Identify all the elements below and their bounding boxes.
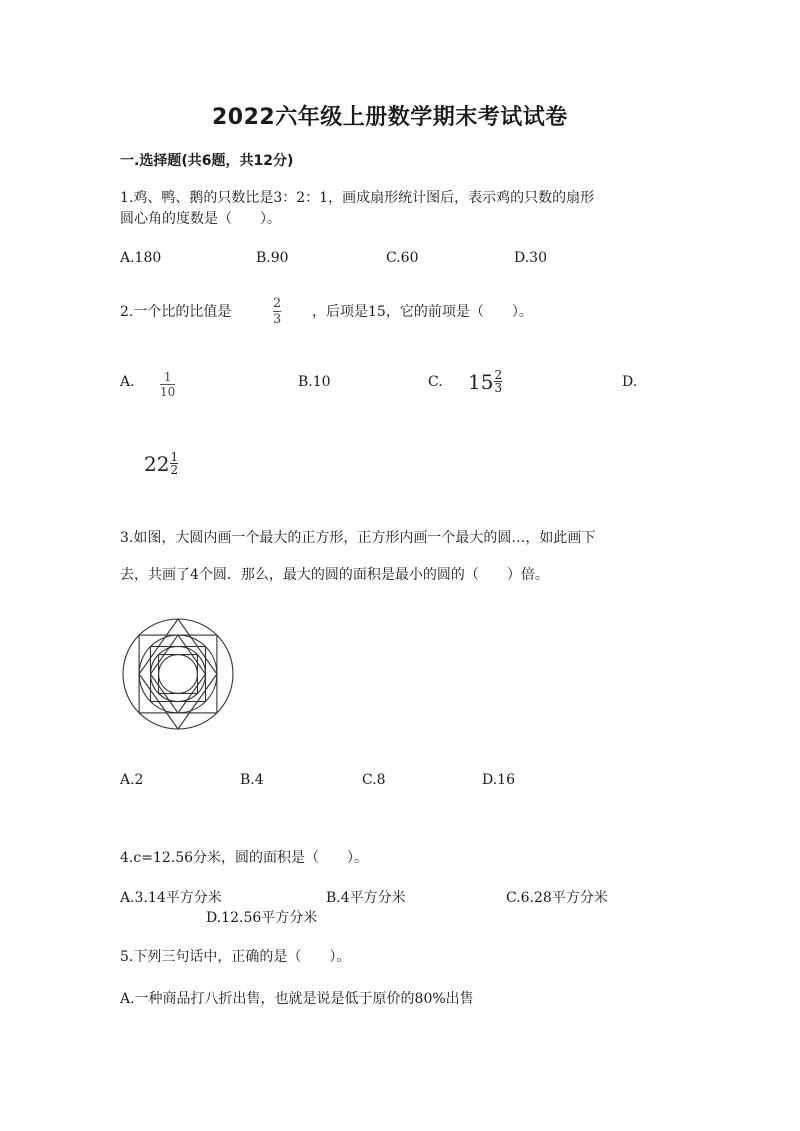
q2-option-d-mixed-number (144, 451, 178, 476)
q2-option-d-label: D. (622, 374, 638, 390)
q3-option-c: C.8 (362, 772, 386, 788)
q3-option-d: D.16 (482, 772, 515, 788)
q1-option-b: B.90 (256, 250, 289, 266)
nested-circles-squares-figure (120, 616, 236, 732)
fraction-numerator: 2 (273, 296, 282, 311)
q3-option-a: A.2 (120, 772, 144, 788)
q2-option-c-mixed-number (468, 369, 502, 394)
q1-option-d: D.30 (514, 250, 547, 266)
q3-option-b: B.4 (240, 772, 264, 788)
fraction-numerator: 2 (494, 368, 503, 382)
fraction-denominator: 2 (170, 463, 179, 477)
q2-option-b: B.10 (298, 374, 331, 390)
q2-option-a-fraction (160, 370, 175, 399)
q2-option-a-label: A. (120, 374, 135, 390)
section-heading: 一.选择题(共6题，共12分) (120, 153, 294, 169)
question-1-line-2: 圆心角的度数是（ ）。 (120, 211, 281, 227)
mixed-whole: 22 (144, 451, 170, 476)
q4-option-c: C.6.28平方分米 (506, 890, 608, 906)
fraction-denominator: 10 (160, 385, 176, 399)
q1-option-a: A.180 (120, 250, 162, 266)
question-3-line-1: 3.如图，大圆内画一个最大的正方形，正方形内画一个最大的圆…，如此画下 (120, 530, 596, 546)
q4-option-b: B.4平方分米 (326, 890, 406, 906)
question-2-before: 2.一个比的比值是 (120, 304, 232, 320)
page-title: 2022六年级上册数学期末考试试卷 (212, 105, 568, 130)
q4-option-a: A.3.14平方分米 (120, 890, 222, 906)
fraction-denominator: 3 (494, 381, 503, 395)
q2-option-c-label: C. (428, 374, 443, 390)
mixed-fraction (494, 369, 502, 394)
question-4-line-1: 4.c=12.56分米，圆的面积是（ ）。 (120, 850, 369, 866)
mixed-whole: 15 (468, 369, 494, 394)
fraction-numerator: 1 (163, 370, 172, 384)
fraction-denominator: 3 (273, 312, 282, 327)
question-3-line-2: 去，共画了4个圆．那么，最大的圆的面积是最小的圆的（ ）倍。 (120, 567, 549, 583)
question-2-after: ，后项是15，它的前项是（ ）。 (312, 304, 533, 320)
q1-option-c: C.60 (386, 250, 419, 266)
fraction-numerator: 1 (170, 450, 179, 464)
q4-option-d: D.12.56平方分米 (206, 910, 318, 926)
question-5-line-1: 5.下列三句话中，正确的是（ ）。 (120, 949, 351, 965)
q5-option-a: A.一种商品打八折出售，也就是说是低于原价的80%出售 (120, 991, 474, 1007)
question-1-line-1: 1.鸡、鸭、鹅的只数比是3：2：1，画成扇形统计图后，表示鸡的只数的扇形 (120, 190, 595, 206)
mixed-fraction (170, 451, 178, 476)
q2-ratio-fraction (273, 296, 281, 327)
